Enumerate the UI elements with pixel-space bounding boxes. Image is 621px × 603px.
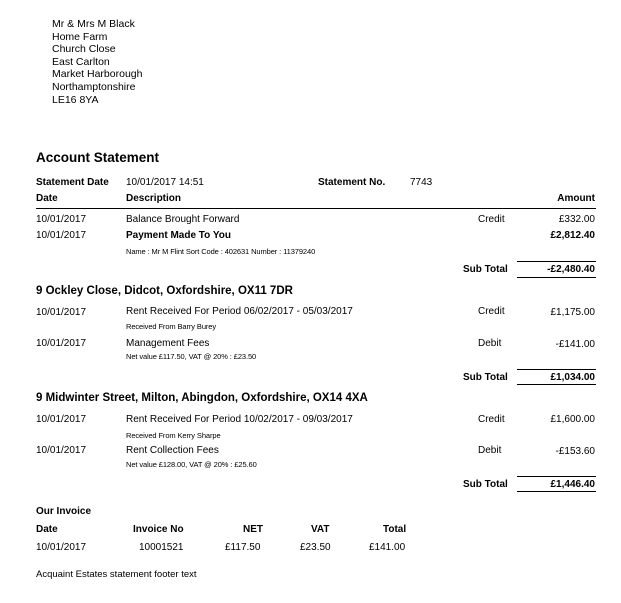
transaction-type: Credit [478, 414, 505, 425]
subtotal-label: Sub Total [463, 264, 508, 275]
property-heading: 9 Midwinter Street, Milton, Abingdon, Oxfordshire, OX14 4XA [36, 392, 368, 404]
transaction-amount: £1,600.00 [550, 414, 595, 425]
transaction-type: Credit [478, 306, 505, 317]
address-line: Church Close [52, 43, 116, 56]
address-line: Northamptonshire [52, 80, 136, 93]
subtotal-label: Sub Total [463, 372, 508, 383]
subtotal-underline [517, 491, 596, 492]
invoice-header-no: Invoice No [133, 524, 184, 535]
transaction-date: 10/01/2017 [36, 445, 87, 456]
subtotal-amount: -£2,480.40 [547, 264, 595, 275]
transaction-amount: £1,175.00 [550, 307, 595, 318]
page-title: Account Statement [36, 150, 160, 165]
address-line: East Carlton [52, 55, 110, 68]
column-header-description: Description [126, 193, 182, 204]
transaction-note: Received From Barry Burey [126, 322, 217, 331]
transaction-description: Balance Brought Forward [126, 214, 240, 225]
statement-no-value: 7743 [410, 177, 433, 188]
transaction-note: Received From Kerry Sharpe [126, 431, 221, 440]
address-line: Market Harborough [52, 68, 143, 81]
invoice-header-net: NET [243, 524, 263, 535]
subtotal-divider [517, 261, 596, 262]
statement-date-label: Statement Date [36, 177, 109, 188]
invoice-vat: £23.50 [300, 542, 331, 553]
transaction-amount: £2,812.40 [550, 230, 595, 241]
invoice-header-date: Date [36, 524, 58, 535]
subtotal-divider [517, 476, 596, 477]
transaction-date: 10/01/2017 [36, 307, 87, 318]
subtotal-underline [517, 277, 596, 278]
transaction-date: 10/01/2017 [36, 230, 87, 241]
invoice-number: 10001521 [139, 542, 184, 553]
transaction-date: 10/01/2017 [36, 414, 87, 425]
column-header-date: Date [36, 193, 58, 204]
transaction-date: 10/01/2017 [36, 338, 87, 349]
subtotal-amount: £1,446.40 [550, 479, 595, 490]
invoice-heading: Our Invoice [36, 506, 92, 517]
transaction-description: Management Fees [126, 338, 210, 349]
address-line: Home Farm [52, 30, 108, 43]
transaction-amount: £332.00 [558, 214, 595, 225]
subtotal-underline [517, 384, 596, 385]
address-line: Mr & Mrs M Black [52, 18, 135, 30]
subtotal-label: Sub Total [463, 479, 508, 490]
recipient-address [52, 18, 142, 106]
address-line: LE16 8YA [52, 93, 99, 106]
transaction-amount: -£141.00 [555, 339, 595, 350]
transaction-amount: -£153.60 [555, 446, 595, 457]
column-header-amount: Amount [557, 193, 595, 204]
invoice-total: £141.00 [369, 542, 406, 553]
invoice-date: 10/01/2017 [36, 542, 87, 553]
header-divider [36, 208, 596, 209]
subtotal-divider [517, 369, 596, 370]
transaction-date: 10/01/2017 [36, 214, 87, 225]
transaction-type: Credit [478, 214, 505, 225]
subtotal-amount: £1,034.00 [550, 372, 595, 383]
statement-date-value: 10/01/2017 14:51 [126, 177, 204, 188]
transaction-note: Net value £128.00, VAT @ 20% : £25.60 [126, 460, 257, 469]
transaction-description: Rent Collection Fees [126, 445, 219, 456]
statement-no-label: Statement No. [318, 177, 386, 188]
transaction-type: Debit [478, 338, 502, 349]
transaction-note: Name : Mr M Flint Sort Code : 402631 Number : 11379240 [126, 247, 316, 256]
property-heading: 9 Ockley Close, Didcot, Oxfordshire, OX11 7DR [36, 285, 293, 297]
transaction-description: Rent Received For Period 06/02/2017 - 05/03/2017 [126, 306, 353, 317]
statement-footer: Acquaint Estates statement footer text [36, 569, 197, 580]
transaction-description: Rent Received For Period 10/02/2017 - 09/03/2017 [126, 414, 353, 425]
transaction-note: Net value £117.50, VAT @ 20% : £23.50 [126, 352, 257, 361]
invoice-net: £117.50 [225, 542, 261, 553]
invoice-header-total: Total [383, 524, 407, 535]
invoice-header-vat: VAT [311, 524, 330, 535]
transaction-description: Payment Made To You [126, 230, 232, 241]
transaction-type: Debit [478, 445, 502, 456]
